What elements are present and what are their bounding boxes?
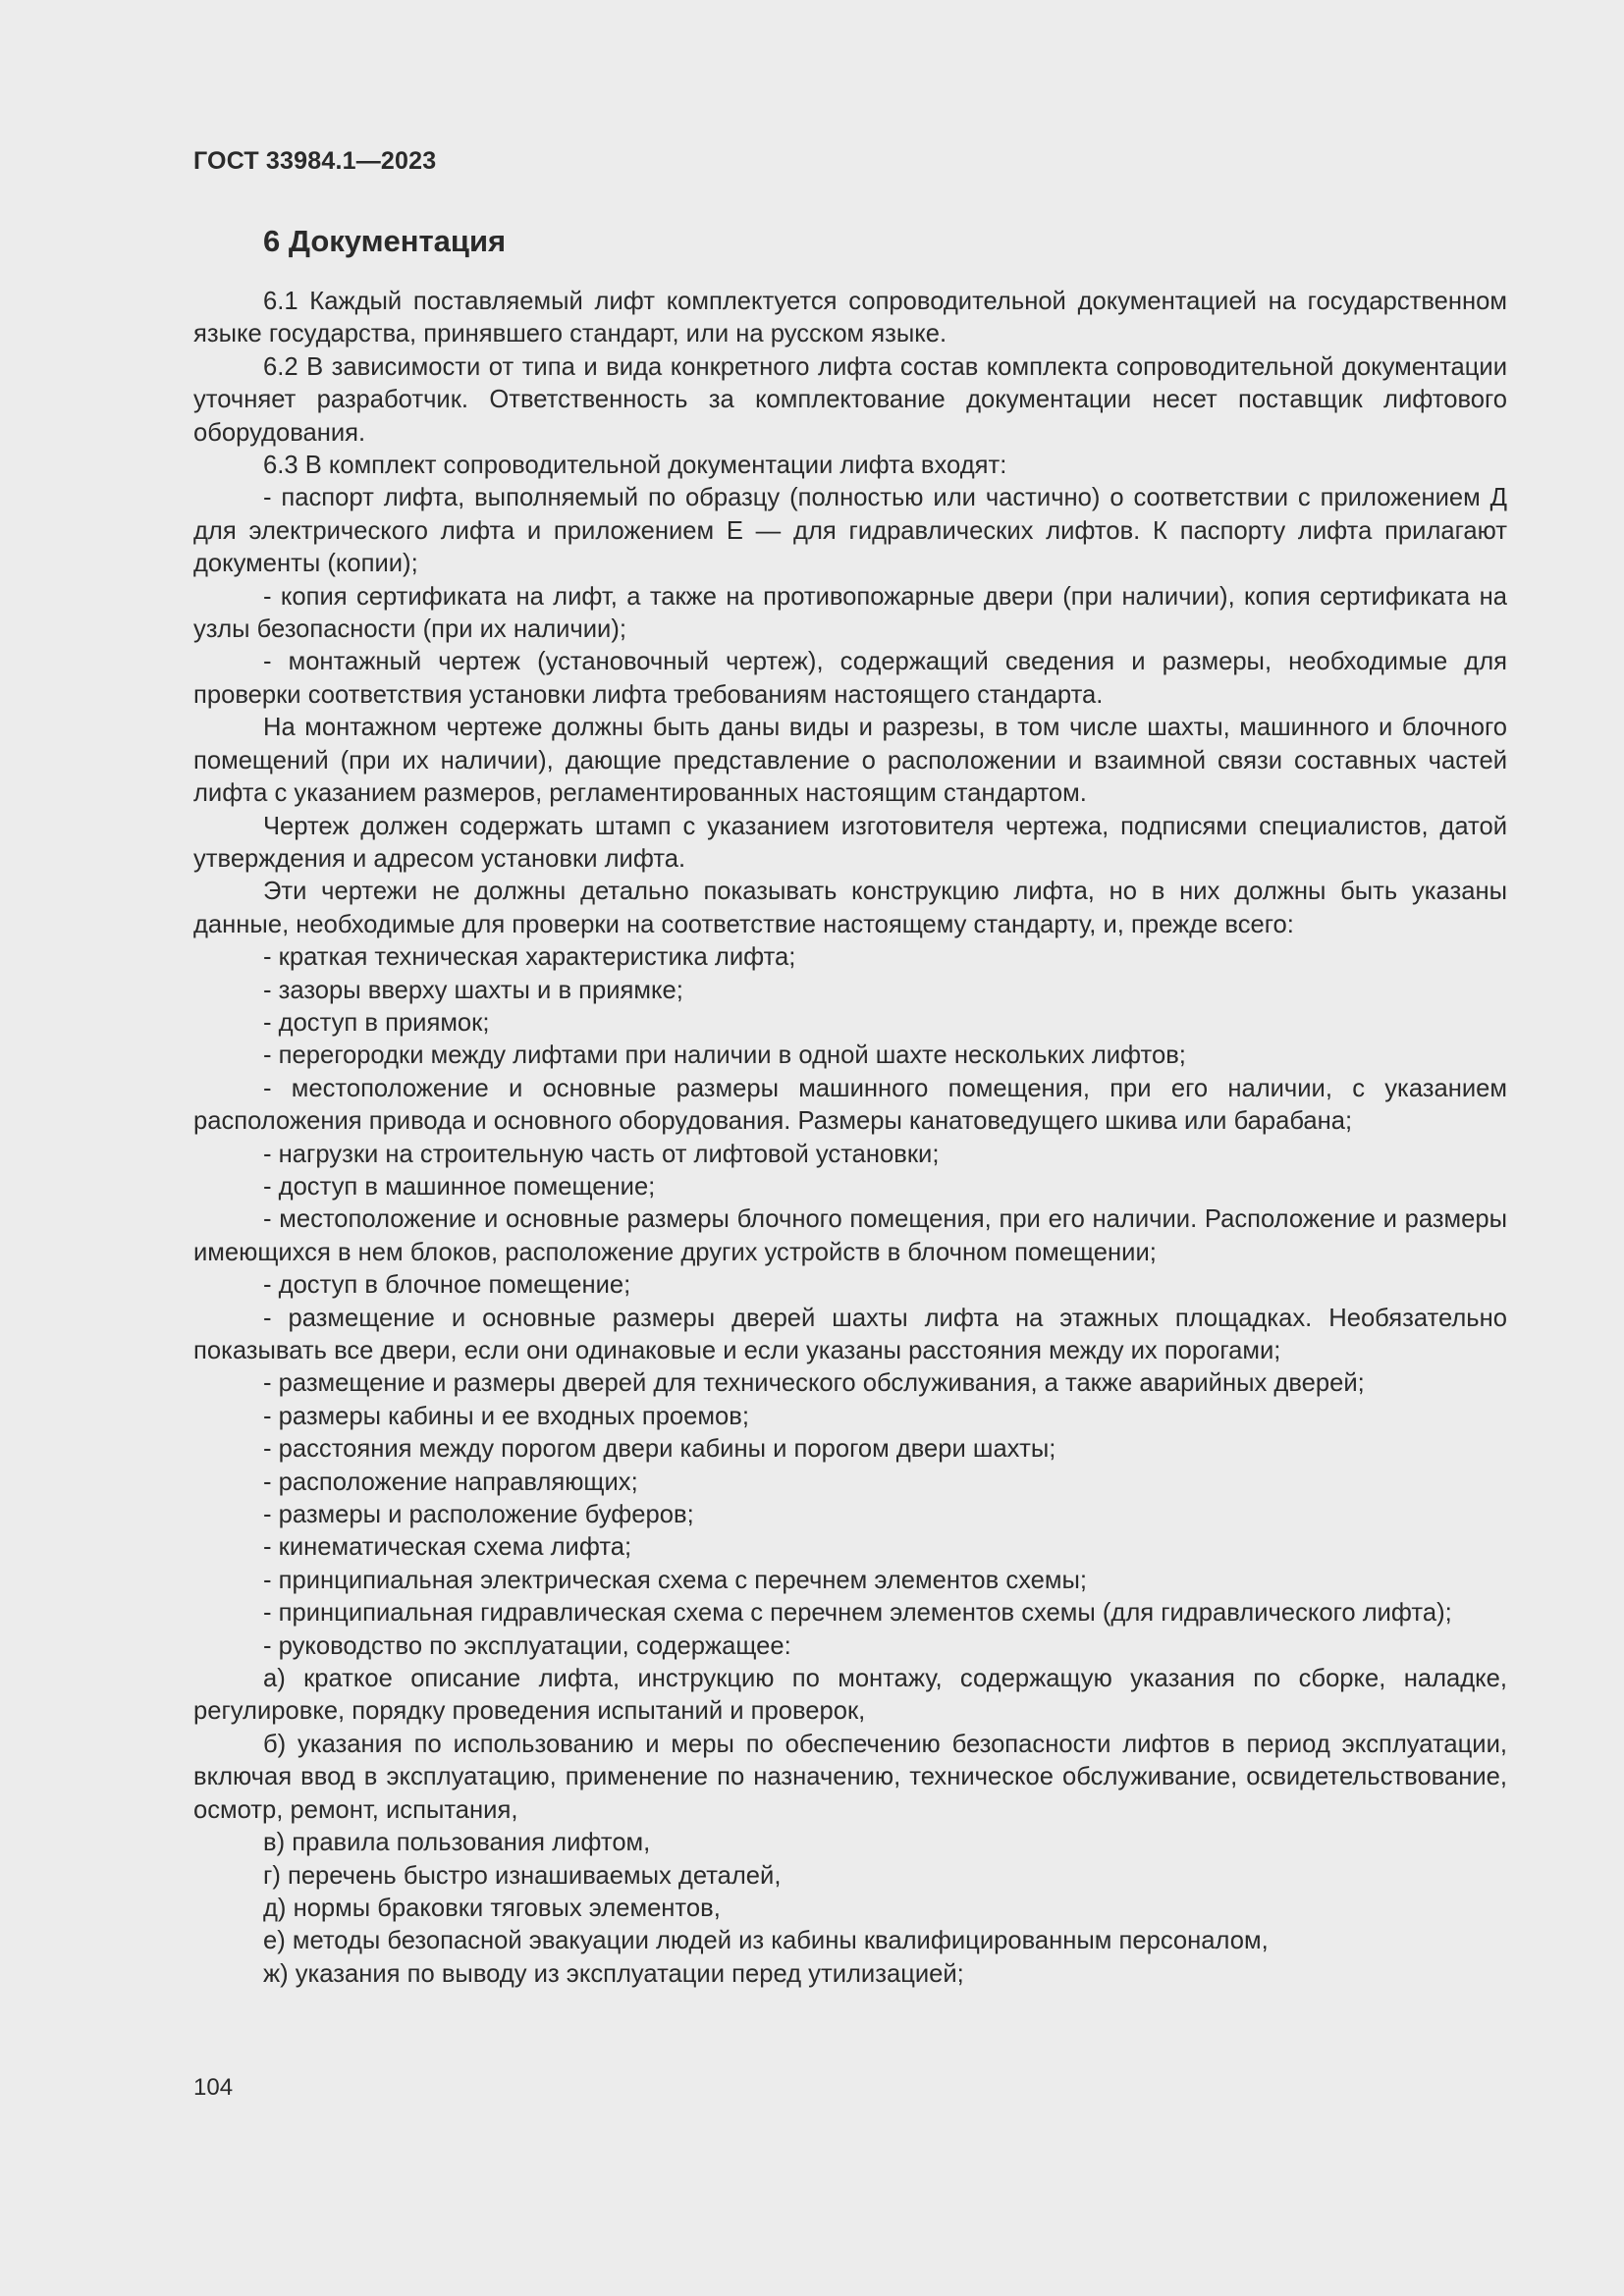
sub-item: а) краткое описание лифта, инструкцию по монтажу, содержащую указания по сборке, наладке, регулировке, порядку проведения испытаний и проверок,	[193, 1665, 1507, 1726]
list-item: - расположение направляющих;	[263, 1468, 638, 1496]
sub-item: в) правила пользования лифтом,	[263, 1829, 651, 1857]
paragraph-6-1: 6.1 Каждый поставляемый лифт комплектуется сопроводительной документацией на государственном языке государства, принявшего стандарт, или на русском языке.	[193, 288, 1507, 348]
list-item: - зазоры вверху шахты и в приямке;	[263, 976, 683, 1004]
list-item: - принципиальная гидравлическая схема с перечнем элементов схемы (для гидравлического лифта);	[263, 1599, 1452, 1628]
paragraph: На монтажном чертеже должны быть даны виды и разрезы, в том числе шахты, машинного и блочного помещений (при их наличии), дающие представление о расположении и взаимной связи составных частей лифта с указанием размеров, регламентированных настоящим стандартом.	[193, 714, 1507, 808]
list-item: - принципиальная электрическая схема с перечнем элементов схемы;	[263, 1566, 1087, 1594]
page-number: 104	[193, 2074, 234, 2101]
list-item: - доступ в блочное помещение;	[263, 1271, 631, 1300]
sub-item: б) указания по использованию и меры по обеспечению безопасности лифтов в период эксплуатации, включая ввод в эксплуатацию, применение по назначению, техническое обслуживание, освидетельствование, осмотр, ремонт, испытания,	[193, 1730, 1507, 1824]
sub-item: е) методы безопасной эвакуации людей из кабины квалифицированным персоналом,	[263, 1927, 1269, 1955]
list-item: - размеры и расположение буферов;	[263, 1501, 694, 1529]
list-item: - руководство по эксплуатации, содержащее:	[263, 1631, 791, 1660]
paragraph: Эти чертежи не должны детально показывать конструкцию лифта, но в них должны быть указаны данные, необходимые для проверки на соответствие настоящему стандарту, и, прежде всего:	[193, 878, 1507, 938]
list-item: - местоположение и основные размеры машинного помещения, при его наличии, с указанием расположения привода и основного оборудования. Размеры канатоведущего шкива или барабана;	[193, 1074, 1507, 1136]
paragraph: Чертеж должен содержать штамп с указанием изготовителя чертежа, подписями специалистов, датой утверждения и адресом установки лифта.	[193, 812, 1507, 873]
list-item: - доступ в приямок;	[263, 1008, 490, 1037]
document-code: ГОСТ 33984.1—2023	[193, 147, 437, 175]
list-item: - нагрузки на строительную часть от лифтовой установки;	[263, 1140, 940, 1168]
list-item: - кинематическая схема лифта;	[263, 1533, 632, 1562]
list-item: - паспорт лифта, выполняемый по образцу (полностью или частично) о соответствии с приложением Д для электрического лифта и приложением Е — для гидравлических лифтов. К паспорту лифта прилагают документы (копии);	[193, 484, 1507, 578]
sub-item: д) нормы браковки тяговых элементов,	[263, 1894, 721, 1922]
list-item: - доступ в машинное помещение;	[263, 1172, 656, 1201]
body-text	[193, 286, 1507, 1991]
paragraph-6-3: 6.3 В комплект сопроводительной документации лифта входят:	[263, 452, 1007, 480]
section-heading: 6 Документация	[263, 224, 507, 258]
sub-item: ж) указания по выводу из эксплуатации перед утилизацией;	[263, 1959, 964, 1988]
list-item: - краткая техническая характеристика лифта;	[263, 943, 796, 972]
list-item: - размеры кабины и ее входных проемов;	[263, 1402, 749, 1430]
list-item: - монтажный чертеж (установочный чертеж), содержащий сведения и размеры, необходимые для проверки соответствия установки лифта требованиям настоящего стандарта.	[193, 648, 1507, 709]
list-item: - местоположение и основные размеры блочного помещения, при его наличии. Расположение и размеры имеющихся в нем блоков, расположение других устройств в блочном помещении;	[193, 1205, 1507, 1266]
paragraph-6-2: 6.2 В зависимости от типа и вида конкретного лифта состав комплекта сопроводительной документации уточняет разработчик. Ответственность за комплектование документации несет поставщик лифтового оборудования.	[193, 352, 1507, 447]
list-item: - копия сертификата на лифт, а также на противопожарные двери (при наличии), копия сертификата на узлы безопасности (при их наличии);	[193, 582, 1507, 644]
list-item: - размещение и основные размеры дверей шахты лифта на этажных площадках. Необязательно показывать все двери, если они одинаковые и если указаны расстояния между их порогами;	[193, 1304, 1507, 1364]
sub-item: г) перечень быстро изнашиваемых деталей,	[263, 1861, 782, 1890]
list-item: - расстояния между порогом двери кабины и порогом двери шахты;	[263, 1435, 1056, 1464]
list-item: - перегородки между лифтами при наличии в одной шахте нескольких лифтов;	[263, 1041, 1186, 1070]
list-item: - размещение и размеры дверей для технического обслуживания, а также аварийных дверей;	[263, 1369, 1365, 1398]
